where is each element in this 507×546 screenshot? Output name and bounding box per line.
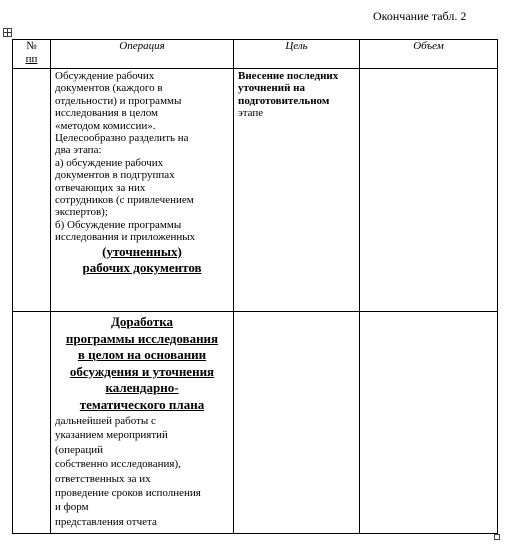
row1-number-cell — [13, 69, 51, 312]
text-line: отвечающих за них — [55, 181, 146, 194]
goal-tail: этапе — [238, 107, 264, 120]
table-header-row — [13, 40, 498, 69]
text-line: Целесообразно разделить на — [55, 132, 189, 145]
row1-goal-cell — [234, 69, 360, 312]
heading-line: календарно- — [105, 380, 179, 395]
text-line: исследования в целом — [55, 107, 158, 120]
text-line: а) обсуждение рабочих — [55, 156, 164, 169]
header-number-bottom: пп — [25, 53, 38, 65]
text-line: ответственных за их — [55, 472, 151, 485]
table-resize-handle[interactable] — [494, 534, 500, 540]
text-line: собственно исследования), — [55, 458, 181, 471]
goal-bold-line: уточнений на — [238, 82, 305, 95]
text-line: «методом комиссии». — [55, 119, 156, 132]
row1-goal-text — [234, 69, 359, 120]
text-line: представления отчета — [55, 515, 157, 528]
row2-operation-text — [51, 413, 233, 529]
text-line: сотрудников (с привлечением — [55, 194, 194, 207]
text-line: (операций — [55, 443, 103, 456]
row1-operation-heading — [51, 244, 233, 277]
header-operation: Операция — [51, 40, 234, 69]
row1-operation-text — [51, 69, 233, 244]
row2-operation-heading — [51, 312, 233, 413]
heading-line: обсуждения и уточнения — [69, 363, 215, 379]
table-row — [13, 312, 498, 534]
table-move-handle-icon[interactable] — [3, 28, 12, 37]
text-line: проведение сроков исполнения — [55, 487, 201, 500]
row2-operation-cell — [51, 312, 234, 534]
goal-bold-line: подготовительном — [238, 94, 330, 107]
text-line: два этапа: — [55, 144, 102, 157]
header-number-top: № — [26, 40, 37, 52]
heading-line: в целом на основании — [77, 347, 207, 362]
text-line: экспертов); — [55, 206, 108, 219]
text-line: дальнейшей работы с — [55, 415, 156, 427]
row2-number-cell — [13, 312, 51, 534]
text-line: Обсуждение рабочих — [55, 70, 155, 82]
row2-goal-cell — [234, 312, 360, 534]
operations-table — [12, 39, 498, 534]
goal-bold-line: Внесение последних — [238, 70, 339, 82]
text-line: документов (каждого в — [55, 82, 163, 95]
text-line: б) Обсуждение программы — [55, 218, 182, 231]
text-line: указанием мероприятий — [55, 429, 168, 442]
table-row — [13, 69, 498, 312]
header-number — [13, 40, 51, 69]
row1-volume-cell — [360, 69, 498, 312]
text-line: отдельности) и программы — [55, 94, 182, 107]
text-line: исследования и приложенных — [55, 231, 196, 244]
header-volume: Объем — [360, 40, 498, 69]
text-line: документов в подгруппах — [55, 169, 175, 182]
heading-line: тематического плана — [79, 396, 205, 412]
row2-volume-cell — [360, 312, 498, 534]
heading-line: рабочих документов — [82, 260, 202, 276]
heading-line: (уточненных) — [102, 243, 182, 259]
heading-line: Доработка — [110, 314, 173, 329]
row1-operation-cell — [51, 69, 234, 312]
heading-line: программы исследования — [65, 330, 219, 346]
table-caption: Окончание табл. 2 — [373, 9, 467, 23]
header-goal: Цель — [234, 40, 360, 69]
text-line: и форм — [55, 501, 89, 514]
